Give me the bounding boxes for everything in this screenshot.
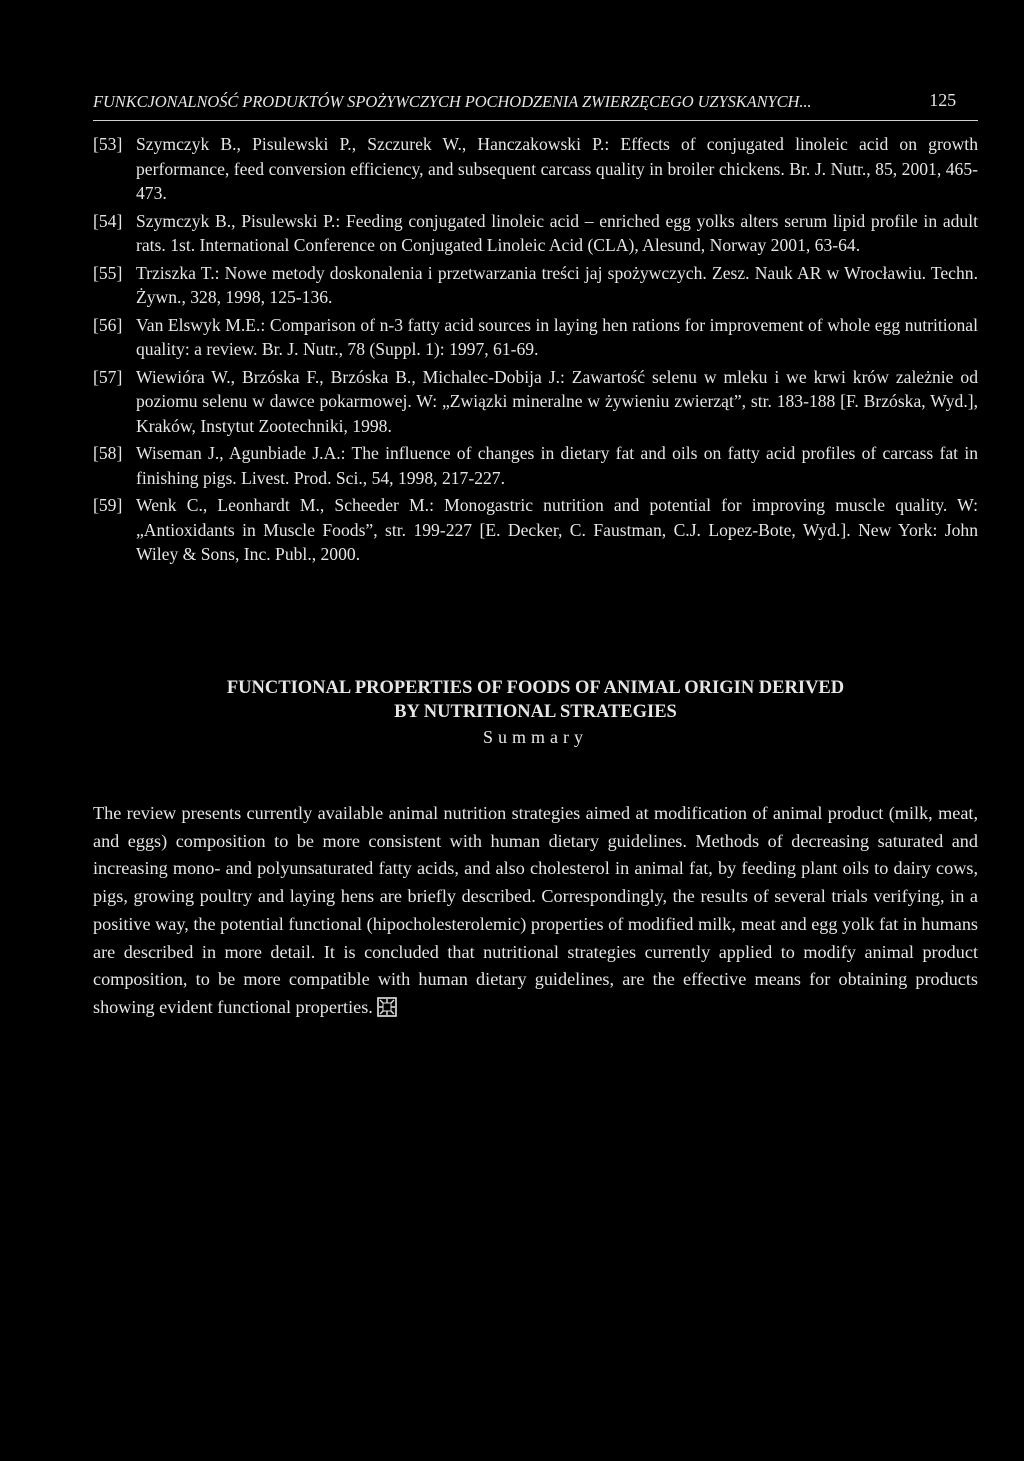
reference-number: [57]: [93, 366, 123, 387]
reference-item: [93, 132, 978, 206]
header-rule: [93, 120, 978, 121]
end-of-article-mark-icon: [377, 997, 397, 1017]
running-head: [93, 92, 978, 118]
english-title: [93, 676, 978, 724]
reference-number: [55]: [93, 262, 123, 283]
reference-text: Szymczyk B., Pisulewski P.: Feeding conjugated linoleic acid – enriched egg yolks alters serum lipid profile in adult rats. 1st. International Conference on Conjugated Linoleic Acid (CLA), Alesund, Norway 2001, 63-64.: [136, 210, 978, 255]
running-title: FUNKCJONALNOŚĆ PRODUKTÓW SPOŻYWCZYCH POCHODZENIA ZWIERZĘCEGO UZYSKANYCH...: [93, 92, 812, 111]
english-title-line-1: FUNCTIONAL PROPERTIES OF FOODS OF ANIMAL ORIGIN DERIVED: [226, 678, 845, 698]
reference-item: [93, 365, 978, 439]
page-number: 125: [929, 90, 956, 110]
abstract-text: The review presents currently available animal nutrition strategies aimed at modification of animal product (milk, meat, and eggs) composition to be more consistent with human dietary guidelines. Methods of decreasing saturated and increasing mono- and polyunsaturated fatty acids, and also cholesterol in animal fat, by feeding plant oils to dairy cows, pigs, growing poultry and laying hens are briefly described. Correspondingly, the results of several trials verifying, in a positive way, the potential functional (hipocholesterolemic) properties of modified milk, meat and egg yolk fat in humans are described in more detail. It is concluded that nutritional strategies currently applied to modify animal product composition, to be more compatible with human dietary guidelines, are the effective means for obtaining products showing evident functional properties.: [93, 803, 978, 1017]
reference-number: [56]: [93, 314, 123, 335]
reference-number: [54]: [93, 210, 123, 231]
reference-number: [53]: [93, 134, 123, 154]
english-title-line-2: BY NUTRITIONAL STRATEGIES: [394, 702, 677, 722]
reference-item: [93, 313, 978, 362]
reference-list: [93, 132, 978, 570]
reference-number: [58]: [93, 443, 123, 463]
reference-number: [59]: [93, 495, 123, 515]
reference-item: [93, 441, 978, 490]
reference-item: [93, 261, 978, 310]
reference-item: [93, 493, 978, 567]
abstract: [93, 800, 978, 1022]
reference-text: Wiewióra W., Brzóska F., Brzóska B., Michalec-Dobija J.: Zawartość selenu w mleku i we krwi krów zależnie od poziomu selenu w dawce pokarmowej. W: „Związki mineralne w żywieniu zwierząt”, str. 183-188 [F. Brzóska, Wyd.], Kraków, Instytut Zootechniki, 1998.: [136, 366, 978, 436]
summary-heading: Summary: [483, 727, 588, 747]
reference-text: Trziszka T.: Nowe metody doskonalenia i przetwarzania treści jaj spożywczych. Zesz. Nauk AR w Wrocławiu. Techn. Żywn., 328, 1998, 125-136.: [136, 262, 978, 307]
reference-text: Szymczyk B., Pisulewski P., Szczurek W., Hanczakowski P.: Effects of conjugated linoleic acid on growth performance, feed conversion efficiency, and subsequent carcass quality in broiler chickens. Br. J. Nutr., 85, 2001, 465-473.: [136, 134, 978, 203]
reference-text: Van Elswyk M.E.: Comparison of n-3 fatty acid sources in laying hen rations for improvement of whole egg nutritional quality: a review. Br. J. Nutr., 78 (Suppl. 1): 1997, 61-69.: [136, 314, 978, 359]
reference-text: Wiseman J., Agunbiade J.A.: The influence of changes in dietary fat and oils on fatty acid profiles of carcass fat in finishing pigs. Livest. Prod. Sci., 54, 1998, 217-227.: [136, 443, 978, 488]
reference-text: Wenk C., Leonhardt M., Scheeder M.: Monogastric nutrition and potential for improving muscle quality. W: „Antioxidants in Muscle Foods”, str. 199-227 [E. Decker, C. Faustman, C.J. Lopez-Bote, Wyd.]. New York: John Wiley & Sons, Inc. Publ., 2000.: [136, 495, 978, 564]
reference-item: [93, 209, 978, 258]
